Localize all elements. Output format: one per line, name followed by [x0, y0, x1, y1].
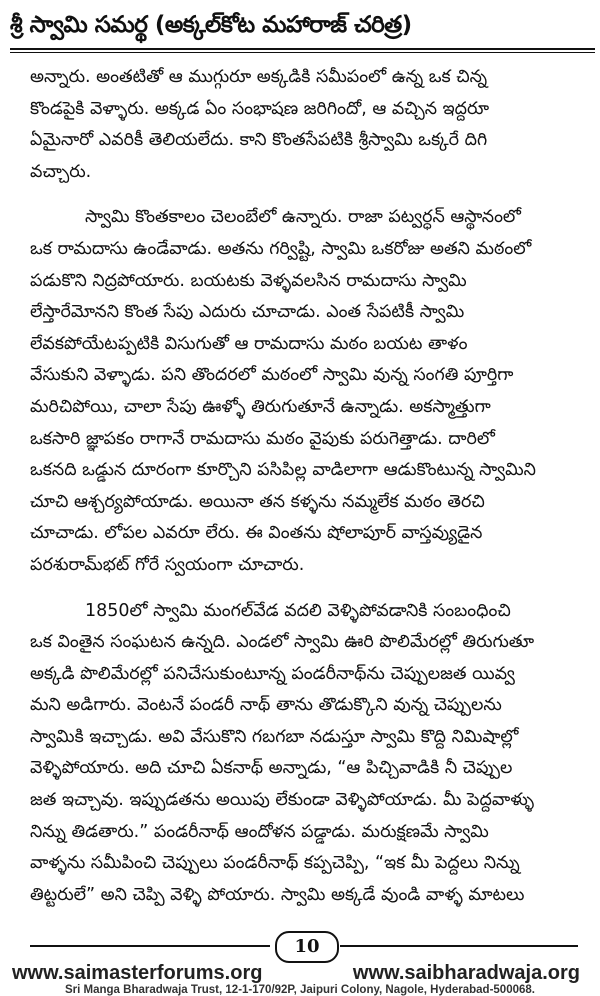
footer-rule-left [30, 945, 270, 947]
text-line: ఒక రామదాసు ఉండేవాడు. అతను గర్విష్టి, స్వామి ఒకరోజు అతని మఠంలో [30, 238, 532, 259]
text-line: కొండపైకి వెళ్ళారు. అక్కడ ఏం సంభాషణ జరిగిందో, ఆ వచ్చిన ఇద్దరూ [30, 98, 490, 119]
text-line: ఒక వింతైన సంఘటన ఉన్నది. ఎండలో స్వామి ఊరి పొలిమేరల్లో తిరుగుతూ [30, 632, 535, 653]
text-line: అక్కడి పొలిమేరల్లో పనిచేసుకుంటూన్న పండరీనాథ్‌ను చెప్పులజత యివ్వ [30, 663, 515, 684]
text-line: మరిచిపోయి, చాలా సేపు ఊళ్ళో తిరుగుతూనే ఉన్నాడు. అకస్మాత్తుగా [30, 396, 491, 417]
page-number: 10 [275, 931, 339, 963]
paragraph [30, 596, 575, 912]
text-line: ఒకసారి జ్ఞాపకం రాగానే రామదాసు మఠం వైపుకు పరుగెత్తాడు. దారిలో [30, 428, 495, 449]
trust-address: Sri Manga Bharadwaja Trust, 12-1-170/92P, Jaipuri Colony, Nagole, Hyderabad-500068. [65, 984, 535, 996]
website-left: www.saimasterforums.org [12, 962, 263, 984]
header-title: శ్రీ స్వామి సమర్థ (అక్కల్‌కోట మహారాజ్ చరిత్ర) [10, 12, 412, 38]
text-line: పరశురామ్‌భట్ గోరే స్వయంగా చూచారు. [30, 554, 305, 575]
text-line: లేవకపోయేటప్పటికి విసుగుతో ఆ రామదాసు మఠం బయట తాళం [30, 333, 468, 354]
text-line: చూచాడు. లోపల ఎవరూ లేరు. ఈ వింతను షోలాపూర్ వాస్తవ్యుడైన [30, 523, 483, 544]
text-line: లేస్తారేమోనని కొంత సేపు ఎదురు చూచాడు. ఎంత సేపటికీ స్వామి [30, 302, 465, 323]
page-header [10, 12, 595, 48]
footer-rule-right [340, 945, 578, 947]
text-line: నిన్ను తిడతారు.” పండరీనాథ్ ఆందోళన పడ్డాడు. మరుక్షణమే స్వామి [30, 821, 489, 842]
text-line: వాళ్ళను సమీపించి చెప్పులు పండరీనాథ్ కప్పచెప్పి, “ఇక మీ పెద్దలు నిన్ను [30, 853, 520, 874]
page-footer [0, 925, 600, 995]
header-rule-thin [10, 52, 595, 53]
header-rule [10, 48, 595, 50]
text-line: వచ్చారు. [30, 161, 92, 182]
website-right: www.saibharadwaja.org [352, 962, 580, 984]
text-line: వేసుకుని వెళ్ళాడు. పని తొందరలో మఠంలో స్వామి వున్న సంగతి పూర్తిగా [30, 365, 514, 386]
text-line: అన్నారు. అంతటితో ఆ ముగ్గురూ అక్కడికి సమీపంలో ఉన్న ఒక చిన్న [30, 67, 488, 87]
text-line: పడుకొని నిద్రపోయారు. బయటకు వెళ్ళవలసిన రామదాసు స్వామి [30, 270, 467, 291]
text-line: వెళ్ళిపోయారు. అది చూచి ఏకనాథ్ అన్నాడు, “ఆ పిచ్చివాడికి నీ చెప్పుల [30, 758, 513, 779]
body-text [30, 62, 575, 925]
text-line: ఏమైనారో ఎవరికీ తెలియలేదు. కాని కొంతసేపటికి శ్రీస్వామి ఒక్కరే దిగి [30, 130, 488, 151]
paragraph [30, 62, 575, 188]
text-line: తిట్టరులే” అని చెప్పి వెళ్ళి పోయారు. స్వామి అక్కడే వుండి వాళ్ళ మాటలు [30, 884, 525, 905]
text-line: స్వామికి ఇచ్చాడు. అవి వేసుకొని గబగబా నడుస్తూ స్వామి కొద్ది నిమిషాల్లో [30, 726, 519, 747]
paragraph [30, 202, 575, 581]
text-line: జత ఇచ్చావు. ఇప్పుడతను అయిపు లేకుండా వెళ్ళిపోయాడు. మీ పెద్దవాళ్ళు [30, 790, 535, 811]
text-line: మని అడిగారు. వెంటనే పండరీ నాథ్ తాను తొడుక్కొని వున్న చెప్పులను [30, 695, 502, 716]
text-line: చూచి ఆశ్చర్యపోయాడు. అయినా తన కళ్ళను నమ్మలేక మఠం తెరచి [30, 491, 485, 512]
text-line: ఒకనది ఒడ్డున దూరంగా కూర్చొని పసిపిల్ల వాడిలాగా ఆడుకొంటున్న స్వామిని [30, 460, 536, 481]
text-line: స్వామి కొంతకాలం చెలంబేలో ఉన్నారు. రాజా పట్వర్ధన్ ఆస్థానంలో [85, 207, 521, 228]
text-line: 1850లో స్వామి మంగల్‌వేడ వదలి వెళ్ళిపోవడానికి సంబంధించి [85, 600, 511, 621]
